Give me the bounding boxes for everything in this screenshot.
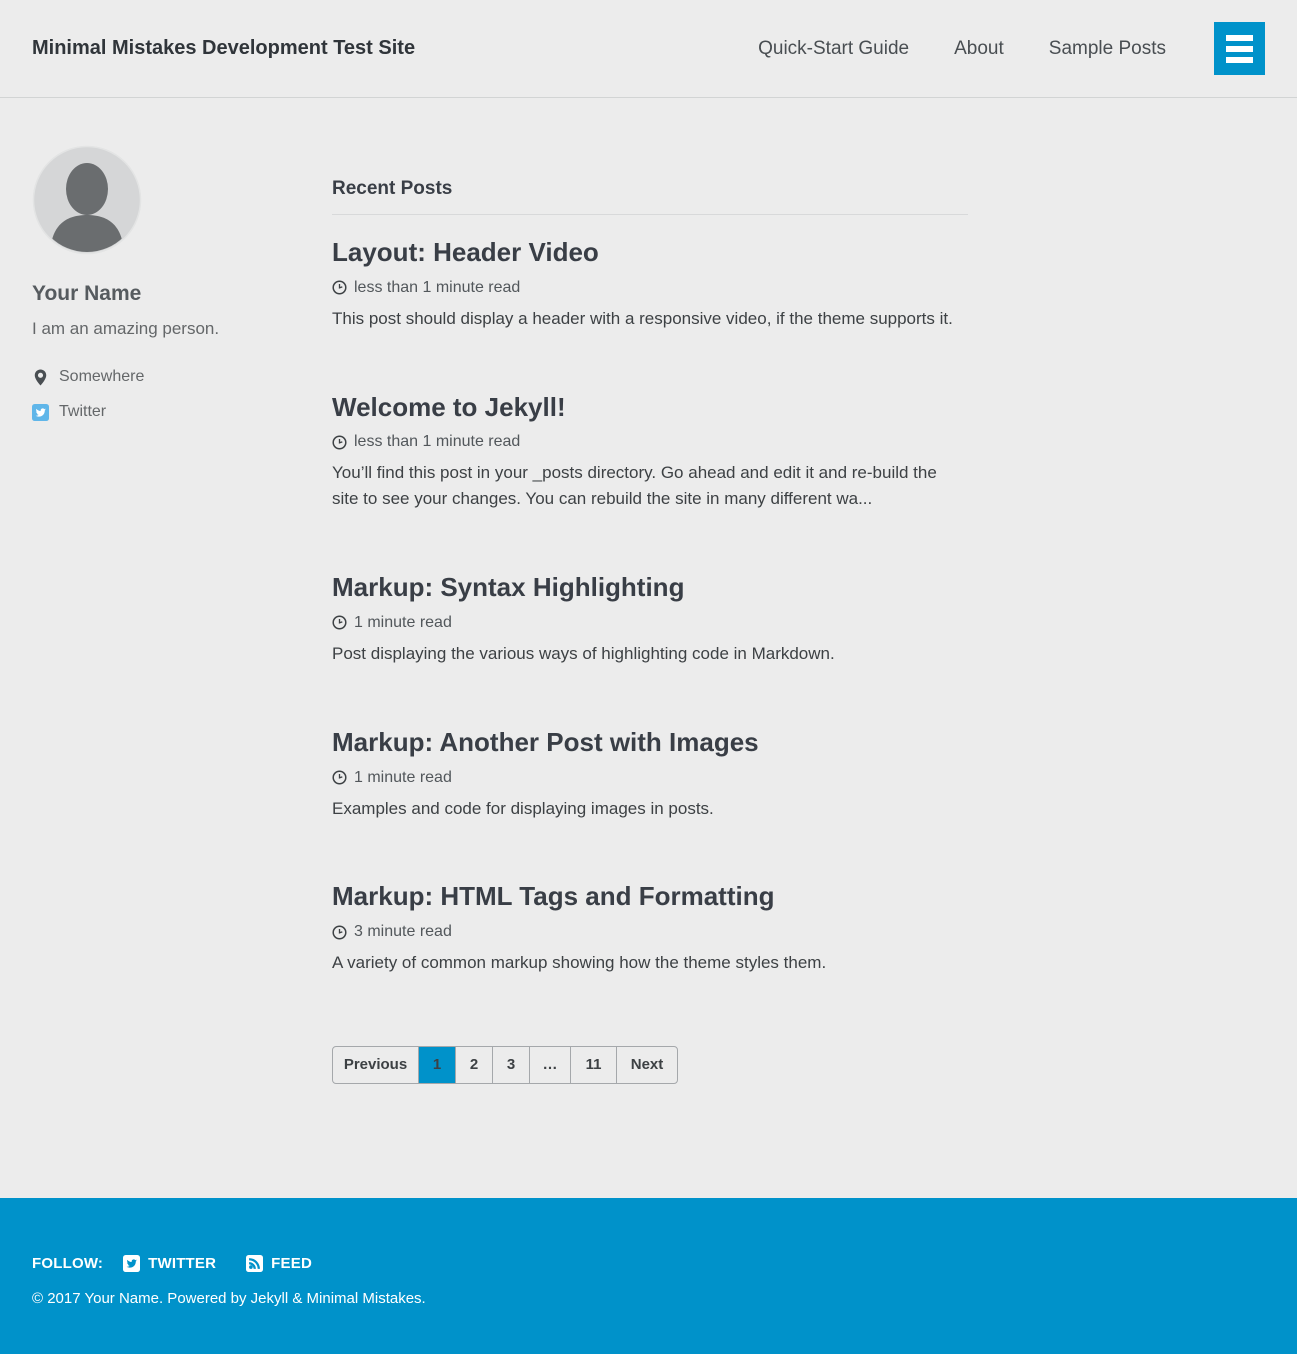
- post-meta: [332, 923, 968, 941]
- footer-twitter-label: TWITTER: [148, 1254, 217, 1272]
- post-excerpt: You’ll find this post in your _posts directory. Go ahead and edit it and re-build the site to see your changes. You can rebuild the site in many different wa...: [332, 463, 937, 509]
- post-excerpt: A variety of common markup showing how the theme styles them.: [332, 953, 827, 973]
- nav-link-sample-posts[interactable]: Sample Posts: [1048, 37, 1166, 59]
- post-item: [332, 571, 968, 667]
- post-title-link[interactable]: Markup: HTML Tags and Formatting: [332, 881, 775, 912]
- pagination-ellipsis: …: [529, 1047, 570, 1083]
- pagination-page-1-active[interactable]: 1: [418, 1047, 455, 1083]
- menu-toggle-button[interactable]: [1214, 22, 1265, 75]
- post-item: [332, 880, 968, 976]
- rss-square-icon: [246, 1255, 263, 1272]
- clock-icon: [332, 615, 347, 630]
- post-meta: [332, 433, 968, 451]
- post-excerpt: Examples and code for displaying images in posts.: [332, 798, 714, 818]
- nav-link-about[interactable]: About: [954, 37, 1004, 59]
- post-read-time: 1 minute read: [354, 768, 452, 786]
- avatar: [32, 145, 332, 255]
- post-item: [332, 726, 968, 822]
- pagination-previous: Previous: [343, 1055, 408, 1073]
- masthead: [0, 0, 1297, 98]
- pagination-page-2[interactable]: 2: [455, 1047, 492, 1083]
- copyright-text: © 2017 Your Name. Powered by Jekyll & Minimal Mistakes.: [32, 1289, 426, 1307]
- author-twitter-link[interactable]: [32, 403, 332, 421]
- post-excerpt: This post should display a header with a responsive video, if the theme supports it.: [332, 308, 953, 328]
- post-read-time: 3 minute read: [354, 923, 452, 941]
- post-excerpt: Post displaying the various ways of highlighting code in Markdown.: [332, 643, 835, 663]
- pagination-page-11[interactable]: 11: [570, 1047, 616, 1083]
- post-read-time: 1 minute read: [354, 613, 452, 631]
- post-title-link[interactable]: Welcome to Jekyll!: [332, 391, 566, 422]
- post-title-link[interactable]: Markup: Another Post with Images: [332, 726, 759, 757]
- location-pin-icon: [32, 369, 49, 386]
- post-title-link[interactable]: Layout: Header Video: [332, 237, 599, 267]
- site-title[interactable]: Minimal Mistakes Development Test Site: [32, 37, 416, 59]
- pagination: [332, 1046, 968, 1198]
- author-location: [32, 368, 332, 386]
- footer-feed-link[interactable]: [246, 1255, 312, 1272]
- post-meta: [332, 769, 968, 787]
- page-footer: [0, 1198, 1297, 1354]
- clock-icon: [332, 435, 347, 450]
- clock-icon: [332, 925, 347, 940]
- post-item: [332, 391, 968, 512]
- masthead-nav: [758, 38, 1166, 60]
- footer-twitter-link[interactable]: [123, 1255, 216, 1272]
- author-bio: I am an amazing person.: [32, 319, 220, 338]
- author-name: Your Name: [32, 282, 142, 305]
- hamburger-icon: [1226, 35, 1253, 41]
- pagination-next[interactable]: Next: [616, 1047, 677, 1083]
- clock-icon: [332, 770, 347, 785]
- author-sidebar: [32, 98, 332, 438]
- author-twitter-label: Twitter: [59, 403, 107, 420]
- author-location-label: Somewhere: [59, 368, 145, 385]
- follow-label: FOLLOW:: [32, 1254, 104, 1272]
- archive-main: [332, 98, 968, 1198]
- post-read-time: less than 1 minute read: [354, 433, 521, 451]
- twitter-square-icon: [32, 404, 49, 421]
- post-item: [332, 236, 968, 332]
- clock-icon: [332, 280, 347, 295]
- pagination-page-3[interactable]: 3: [492, 1047, 529, 1083]
- post-title-link[interactable]: Markup: Syntax Highlighting: [332, 572, 685, 603]
- twitter-square-icon: [123, 1255, 140, 1272]
- post-read-time: less than 1 minute read: [354, 278, 521, 296]
- nav-link-quick-start-guide[interactable]: Quick-Start Guide: [758, 37, 910, 59]
- post-meta: [332, 279, 968, 297]
- recent-posts-heading: Recent Posts: [332, 178, 968, 215]
- post-meta: [332, 614, 968, 632]
- footer-feed-label: FEED: [271, 1254, 312, 1272]
